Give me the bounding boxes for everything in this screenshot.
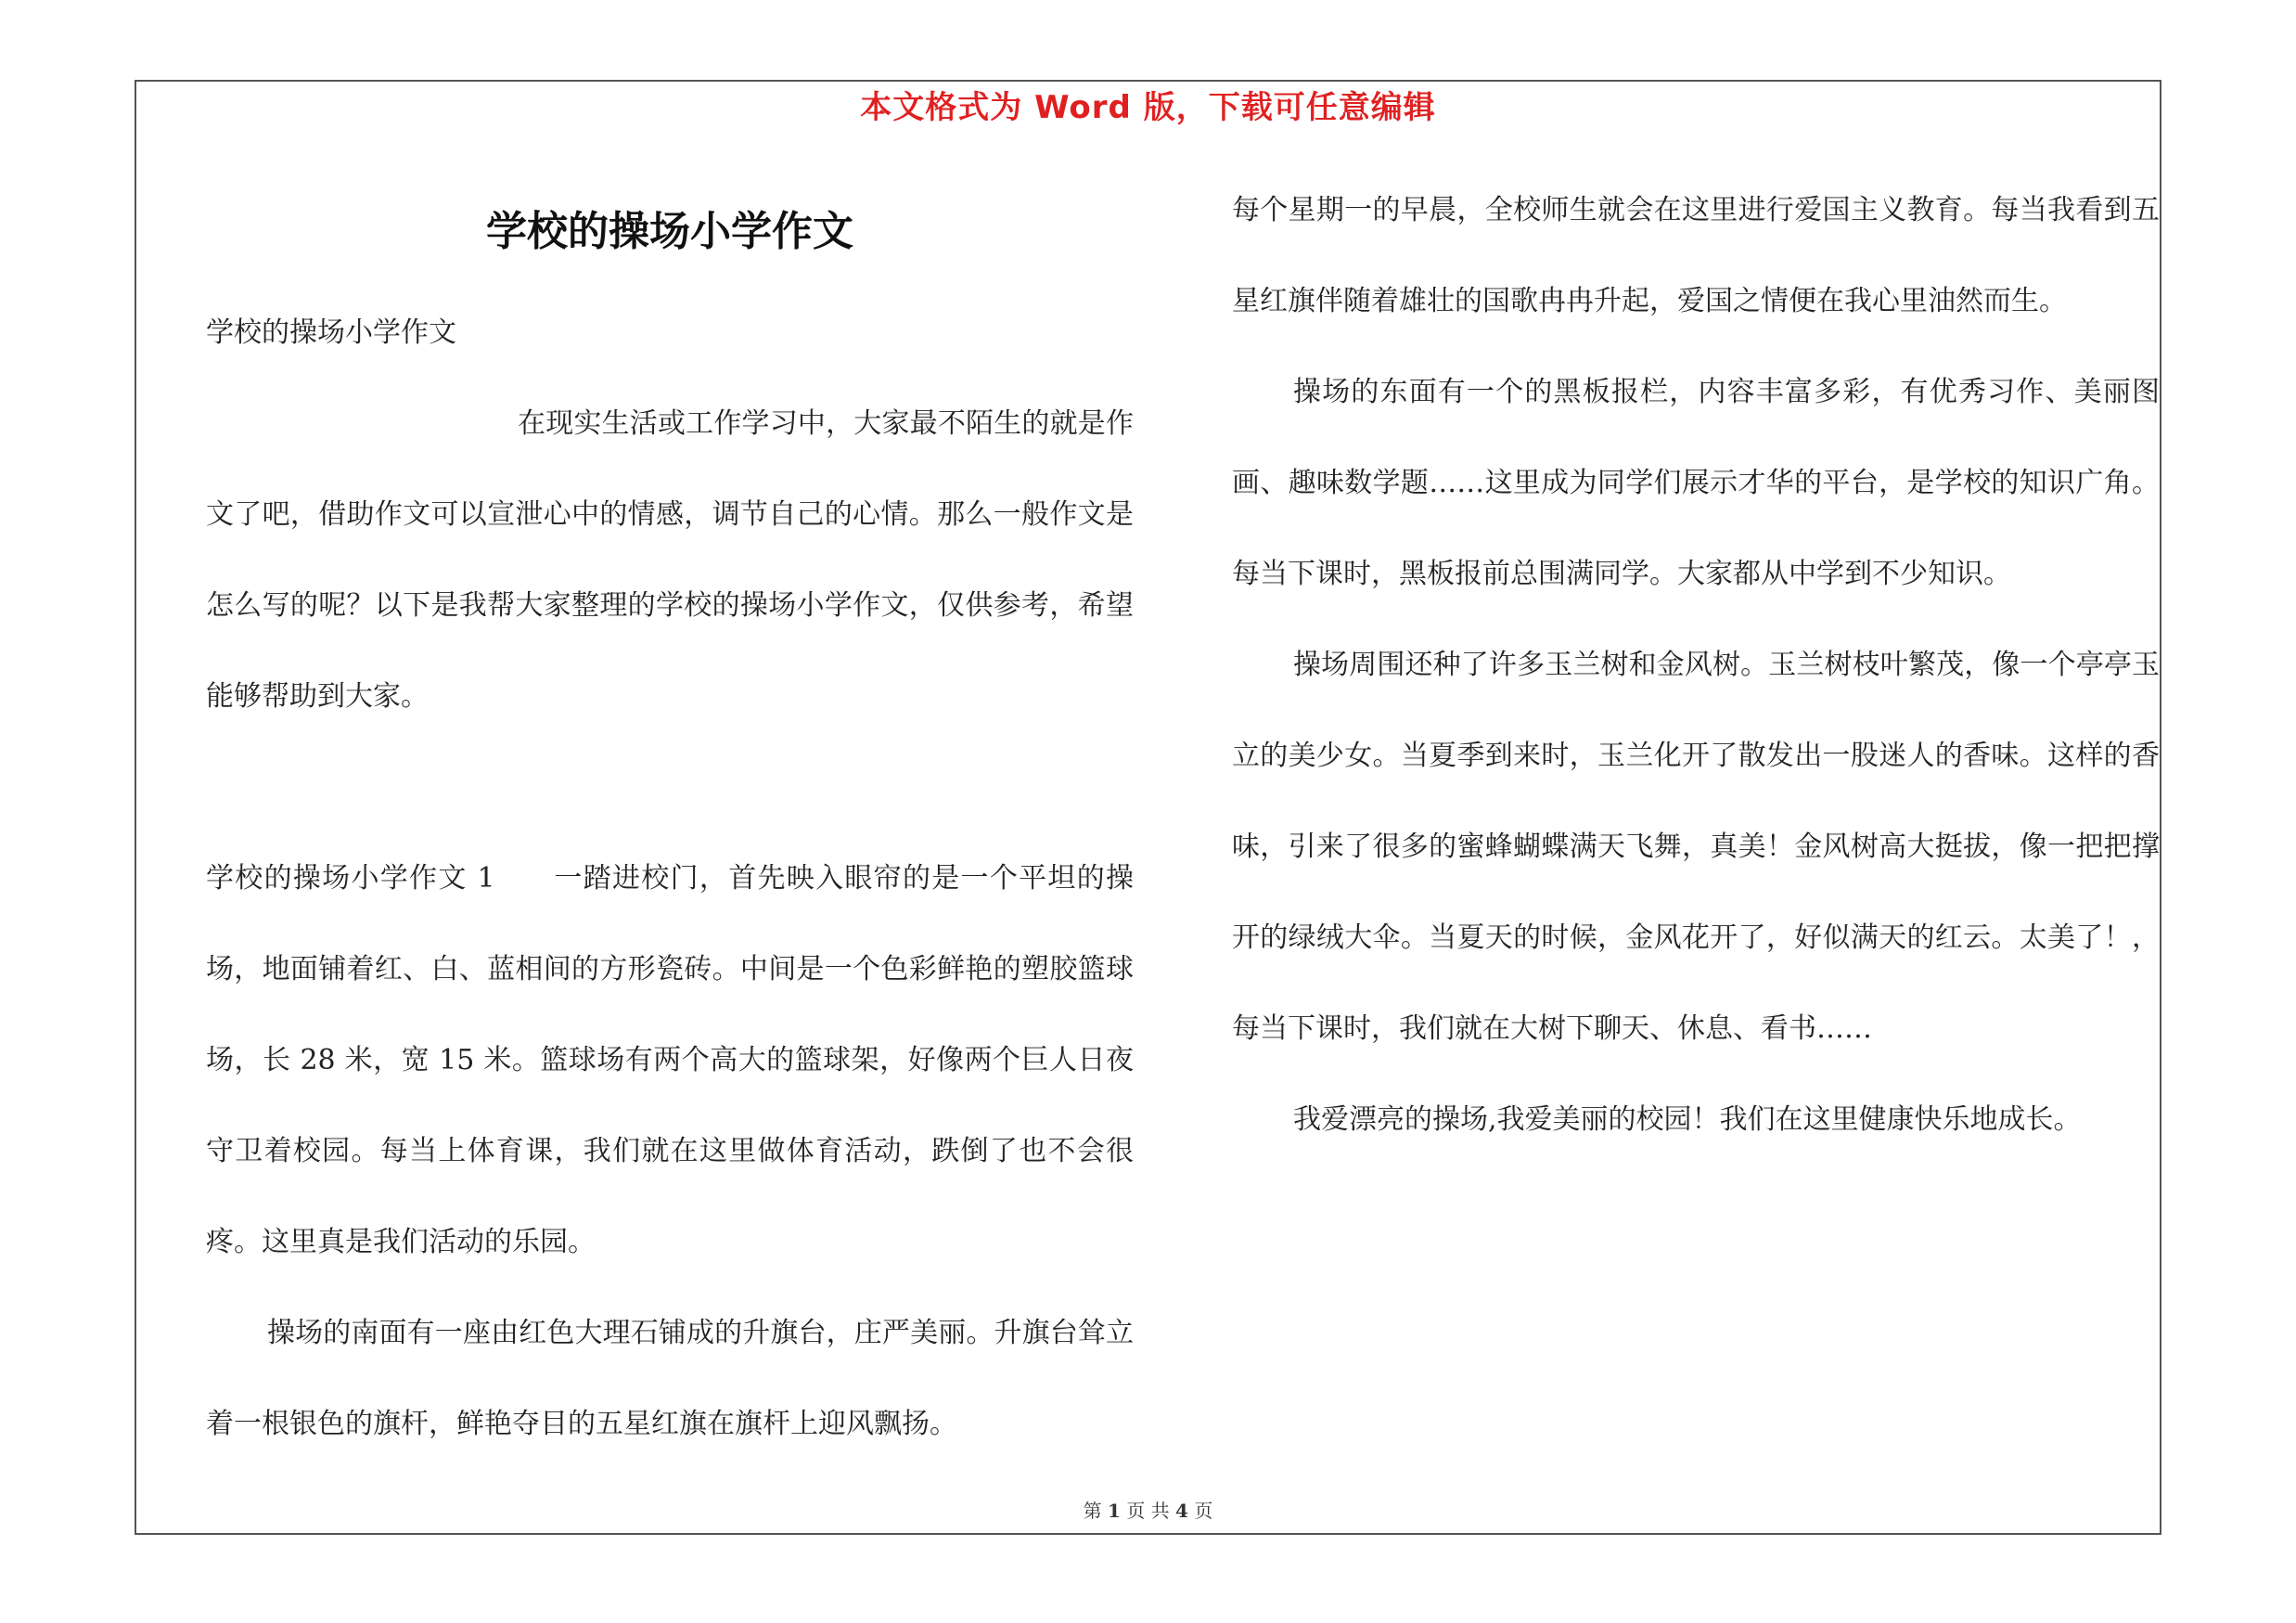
trees-paragraph: 操场周围还种了许多玉兰树和金风树。玉兰树枝叶繁茂，像一个亭亭玉立的美少女。当夏季到来时，玉兰化开了散发出一股迷人的香味。这样的香味，引来了很多的蜜蜂蝴蝶满天飞舞，真美！金风树高大挺拔，像一把把撑开的绿绒大伞。当夏天的时候，金风花开了，好似满天的红云。太美了！，每当下课时，我们就在大树下聊天、休息、看书……: [1232, 649, 2160, 1045]
footer-page-number: 1: [1108, 1500, 1121, 1522]
left-column: [206, 176, 1134, 1470]
intro-paragraph: 在现实生活或工作学习中，大家最不陌生的就是作文了吧，借助作文可以宣泄心中的情感，调节自己的心情。那么一般作文是怎么写的呢？以下是我帮大家整理的学校的操场小学作文，仅供参考，希望能够帮助到大家。: [206, 407, 1134, 713]
page-footer: [0, 1496, 2296, 1523]
essay-1-paragraph: 学校的操场小学作文 1 一踏进校门，首先映入眼帘的是一个平坦的操场，地面铺着红、白、蓝相间的方形瓷砖。中间是一个色彩鲜艳的塑胶篮球场，长 28 米，宽 15 米。篮球场有两个高大的篮球架，好像两个巨人日夜守卫着校园。每当上体育课，我们就在这里做体育活动，跌倒了也不会很疼。这里真是我们活动的乐园。: [206, 862, 1134, 1258]
document-title: 学校的操场小学作文: [486, 208, 853, 255]
footer-middle: 页 共: [1126, 1500, 1170, 1522]
footer-prefix: 第: [1083, 1500, 1102, 1522]
blackboard-paragraph: 操场的东面有一个的黑板报栏，内容丰富多彩，有优秀习作、美丽图画、趣味数学题……这里成为同学们展示才华的平台，是学校的知识广角。每当下课时，黑板报前总围满同学。大家都从中学到不少知识。: [1232, 376, 2160, 590]
flag-platform-paragraph: 操场的南面有一座由红色大理石铺成的升旗台，庄严美丽。升旗台耸立着一根银色的旗杆，鲜艳夺目的五星红旗在旗杆上迎风飘扬。: [206, 1317, 1134, 1440]
footer-suffix: 页: [1194, 1500, 1213, 1522]
footer-total-pages: 4: [1175, 1500, 1188, 1522]
subtitle: 学校的操场小学作文: [206, 316, 456, 349]
monday-paragraph: 每个星期一的早晨，全校师生就会在这里进行爱国主义教育。每当我看到五星红旗伴随着雄壮的国歌冉冉升起，爱国之情便在我心里油然而生。: [1232, 194, 2160, 317]
paragraph-gap: [206, 742, 1134, 833]
right-column: [1232, 165, 2160, 1166]
closing-paragraph: 我爱漂亮的操场,我爱美丽的校园！我们在这里健康快乐地成长。: [1293, 1103, 2082, 1136]
word-format-banner: 本文格式为 Word 版，下载可任意编辑: [860, 89, 1436, 126]
